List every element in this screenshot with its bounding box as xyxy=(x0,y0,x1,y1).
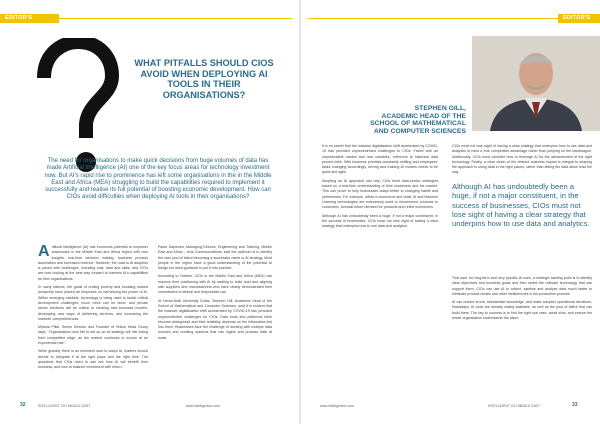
name-line: AND COMPUTER SCIENCES xyxy=(373,127,466,135)
portrait-photo xyxy=(472,36,600,131)
article-standfirst: The need for organisations to make quick decisions from huge volumes of data has made Artificial Intelligence (AI) one of the key focus areas for technology investment now. But AI’s rapid rise to prominence has left some organisations in the in the Middle East and Africa (MEA) struggling to build the capabilities required to implement it successfully and realise its full potential of boosting economic development. How can CIOs avoid difficulties when deploying AI tools in their organisations? xyxy=(44,158,272,201)
pull-quote: Although AI has undoubtedly been a huge, if not a major constituent, in the success of businesses, CIOs must not lose sight of having a clear strategy that underpins how to use data and analytics. xyxy=(452,182,590,229)
paragraph: AI can reduce errors, standardise knowledge, and make complex operational decisions. Nowadays, AI tools are already widely available, as well as the pool of talent that can build them. The key to success is to find the right use case, avoid silos, and ensure the whole organisation understands the value. xyxy=(452,300,592,321)
body-column-4-bottom xyxy=(452,276,592,324)
paragraph: Although AI has undoubtedly been a huge, if not a major constituent, in the success of businesses, CIOs must not lose sight of having a clear strategy that underpins how to use data and analytics. xyxy=(322,213,438,229)
paragraph: Paolo Sapienza, Managing Director, Engineering and Training, Middle East and Africa – Axis Communications, said the optimum is to identify the vast pool of talent becoming a successful name in AI strategy. Most people in the region have a good understanding of the potential AI brings but need guidance to put it into practice. xyxy=(158,245,272,271)
tag-rule-right xyxy=(308,18,558,19)
paragraph: That said, for long-term and very specific AI uses, a strategic starting point is to identify clear objectives and business goals and then select the relevant technology that can support them. CIOs can use AI to collect, sanitise and analyse data much faster to eliminate product recalls and other inefficiencies in the production process. xyxy=(452,276,592,296)
paragraph: According to Gartner, CIOs in the Middle East and Africa (MEA) can improve their positioning with AI by starting to build trust and aligning with suppliers and manufacturers who have clearly demonstrated their commitment to ethical and responsible use. xyxy=(158,274,272,295)
tag-rule-left xyxy=(54,18,292,19)
footer-magazine-left: INTELLIGENT CIO MIDDLE EAST xyxy=(38,404,91,408)
page-spine xyxy=(299,0,301,424)
footer-url-left: www.intelligentcio.com xyxy=(186,404,221,408)
paragraph: While globally there is an imminent race to adopt AI, leaders should decide to integrate it at the right place and the right time. The questions that CIOs need to ask are how AI will benefit their business, and how to balance investment with return. xyxy=(38,349,148,370)
drop-cap: A xyxy=(38,243,50,260)
paragraph: At Heriot-Watt University Dubai, Stephen Gill, Academic Head of the School of Mathematical and Computer Sciences, said it is evident that the massive digitalisation shift accelerated by COVID-19 has provided unprecedented challenges for CIOs. Data tools and platforms have become widespread and their reliability depends on the information fed into them. Businesses face the challenge of working with multiple data sources and creating systems that can ingest and process data at scale. xyxy=(158,298,272,340)
paragraph: Mridula Pillai, Senior Director and Founder of Yellow Head Group says, “Organisations who fail to set up an AI strategy will risk losing their competitive edge, as the market continues to evolve at an exponential rate.” xyxy=(38,325,148,346)
paragraph: rtificial Intelligence (AI) has enormous potential to empower businesses in the Middle East and Africa region with new insights, real-time decision making, business process automation and increased revenue. However, the road to AI adoption is paved with challenges, including cost, data and skills, and CIOs are now looking at the best way forward to harness AI’s capabilities for their organisations. xyxy=(38,245,148,281)
name-line: ACADEMIC HEAD OF THE xyxy=(381,112,466,120)
page-number-right: 33 xyxy=(572,402,578,408)
paragraph: CIOs must not lose sight of having a clear strategy that underpins how to use data and analytics to have a true competitive advantage rather than jumping on the bandwagon. Additionally, CIOs must consider how to leverage AI for the advancement of the right technology. Finally, a clear vision of the desired business impact is integral to shaping the approach to using data in the right places, rather than letting the data alone lead the way. xyxy=(452,144,592,175)
body-column-3 xyxy=(322,144,438,232)
interviewee-name xyxy=(300,105,466,135)
footer-magazine-right: INTELLIGENT CIO MIDDLE EAST xyxy=(488,404,541,408)
footer-url-right: www.intelligentcio.com xyxy=(320,404,355,408)
name-line: STEPHEN GILL, xyxy=(414,105,466,112)
body-column-4-top xyxy=(452,144,592,179)
section-tag-left: EDITOR'S QUESTION xyxy=(0,14,59,23)
body-column-2 xyxy=(158,245,272,344)
paragraph: Adopting an AI approach can help CIOs build data-centric strategies based on a real-time understanding of their customers and the market. This can prove to help businesses adapt better to changing habits and preferences. For example, within e-commerce and retail, AI and Machine Learning technologies are extensively used to recommend products to customers, forecast future demand for products and refine inventories. xyxy=(322,178,438,210)
body-column-1 xyxy=(38,245,148,374)
page-number-left: 32 xyxy=(20,402,26,408)
paragraph: It is no secret that the massive digitalisation shift accelerated by COVID-19 has provided unprecedented challenges to CIOs. Faced with an unpredictable market and new variables, reference to historical data proved futile. With business priorities constantly shifting and employees’ tasks changing accordingly, driving and training AI models needs to be quick and agile. xyxy=(322,144,438,175)
article-headline: WHAT PITFALLS SHOULD CIOS AVOID WHEN DEPLOYING AI TOOLS IN THEIR ORGANISATIONS? xyxy=(134,58,274,100)
name-line: SCHOOL OF MATHEMATICAL xyxy=(370,120,466,128)
paragraph: In many nations, the goals of ending poverty and boosting shared prosperity have placed an emphasis on harnessing the power of AI. Within emerging markets, technology is being used to tackle critical development challenges, much more can be done, and private sector solutions will be critical to creating new business models, developing new ways of delivering services, and increasing the markets’ competitiveness. xyxy=(38,285,148,321)
section-tag-right: EDITOR'S QUESTION xyxy=(558,14,600,23)
